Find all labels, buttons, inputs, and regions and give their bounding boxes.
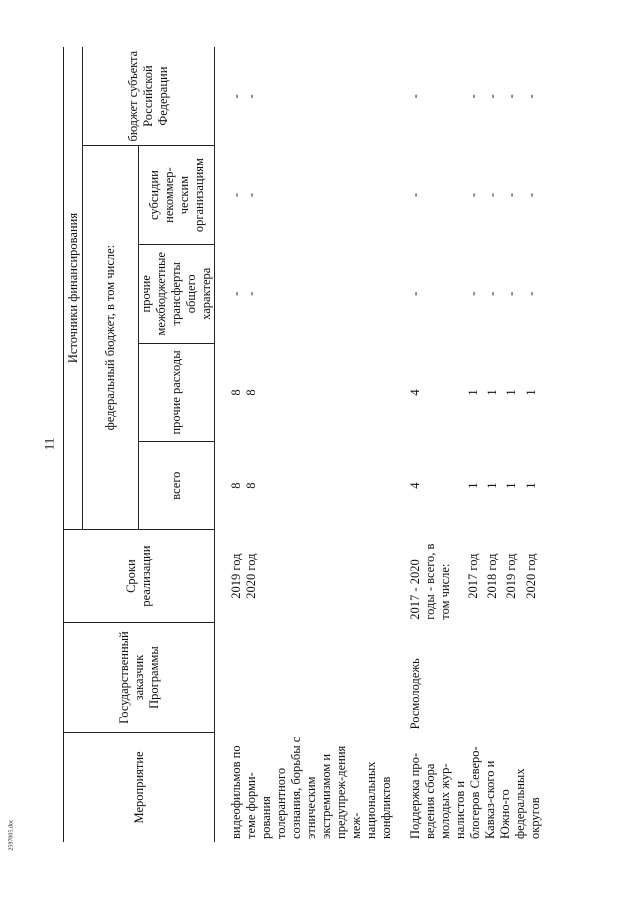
other-cell: 1: [504, 389, 519, 396]
regional-cell: -: [408, 94, 422, 99]
financing-table: [63, 47, 543, 842]
regional-cell: -: [244, 94, 258, 99]
transfers-cell: -: [229, 291, 243, 296]
table-row: [408, 47, 466, 842]
header-sources: Источники финансирования: [64, 47, 83, 530]
total-cell: 1: [523, 482, 538, 489]
subsidies-cell: -: [244, 193, 258, 198]
rotated-table-container: [63, 47, 623, 842]
customer-cell: Росмолодежь: [408, 658, 422, 730]
regional-cell: -: [485, 94, 500, 99]
event-cell: видеофильмов по теме форми-рования толерантного сознания, борьбы с этническим экстремизмом и предупреж-дения меж-национальных конфликтов: [229, 736, 393, 839]
header-period: Сроки реализации: [64, 530, 215, 623]
total-cell: 1: [485, 482, 500, 489]
total-cell: 1: [504, 482, 519, 489]
document-id: 2597005.doc: [8, 819, 15, 851]
period-cell: 2020 год: [523, 553, 538, 599]
transfers-cell: -: [244, 291, 258, 296]
table-row: [229, 47, 244, 842]
header-regional: бюджет субъекта Российской Федерации: [83, 47, 215, 146]
page-number: 11: [41, 437, 57, 451]
regional-cell: -: [523, 94, 538, 99]
header-other-expenses: прочие расходы: [139, 343, 215, 442]
regional-cell: -: [504, 94, 519, 99]
period-cell: 2019 год: [229, 553, 243, 599]
transfers-cell: -: [523, 291, 538, 296]
period-cell: 2020 год: [244, 553, 258, 599]
header-subsidies: субсидии некоммер-ческим организациям: [139, 146, 215, 245]
other-cell: 1: [465, 389, 480, 396]
subsidies-cell: -: [504, 193, 519, 198]
regional-cell: -: [229, 94, 243, 99]
period-cell: 2019 год: [504, 553, 519, 599]
regional-cell: -: [465, 94, 480, 99]
total-cell: 8: [229, 482, 243, 489]
header-total: всего: [139, 442, 215, 530]
subsidies-cell: -: [523, 193, 538, 198]
transfers-cell: -: [408, 291, 422, 296]
header-customer: Государственный заказчик Программы: [64, 623, 215, 733]
subsidies-cell: -: [485, 193, 500, 198]
subsidies-cell: -: [408, 193, 422, 198]
total-cell: 4: [408, 482, 422, 489]
header-event: Мероприятие: [64, 732, 215, 842]
header-transfers: прочие межбюджетные трансферты общего характера: [139, 244, 215, 343]
period-cell: 2017 - 2020 годы - всего, в том числе:: [408, 543, 452, 620]
total-cell: 8: [244, 482, 258, 489]
other-cell: 8: [229, 389, 243, 396]
total-cell: 1: [465, 482, 480, 489]
transfers-cell: -: [465, 291, 480, 296]
event-cell: Поддержка про-ведения сбора молодых жур-налистов и блогеров Северо-Кавказ-ского и Южно-го федеральных округов: [408, 746, 542, 839]
transfers-cell: -: [485, 291, 500, 296]
other-cell: 4: [408, 389, 422, 396]
other-cell: 1: [523, 389, 538, 396]
period-cell: 2018 год: [485, 553, 500, 599]
subsidies-cell: -: [465, 193, 480, 198]
other-cell: 1: [485, 389, 500, 396]
header-federal: федеральный бюджет, в том числе:: [83, 146, 139, 530]
customer-cell: [229, 623, 394, 733]
subsidies-cell: -: [229, 193, 243, 198]
period-cell: 2017 год: [465, 553, 480, 599]
transfers-cell: -: [504, 291, 519, 296]
other-cell: 8: [244, 389, 258, 396]
